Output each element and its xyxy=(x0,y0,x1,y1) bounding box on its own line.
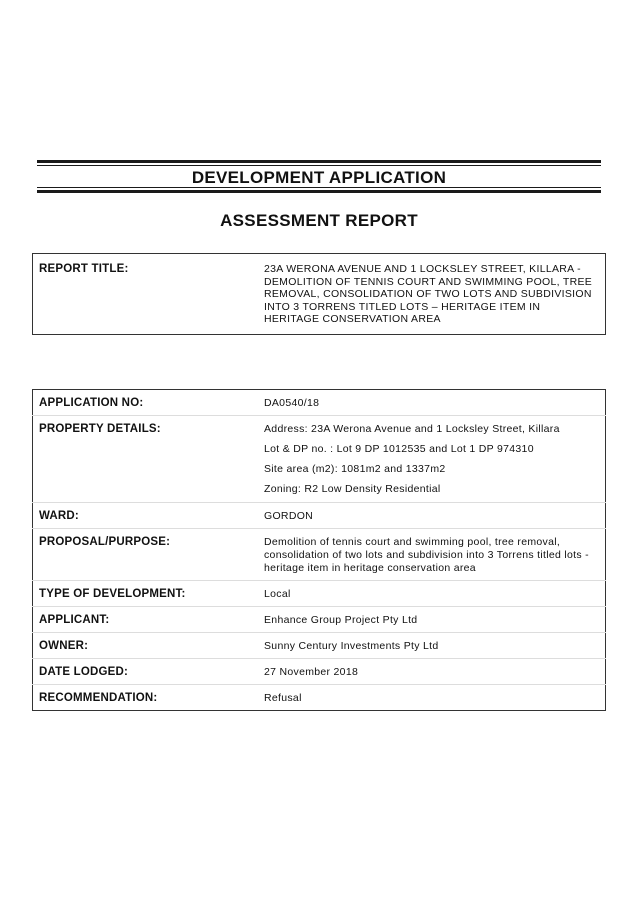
property-address: Address: 23A Werona Avenue and 1 Locksley Street, Killara xyxy=(264,423,560,435)
property-zoning: Zoning: R2 Low Density Residential xyxy=(264,483,441,495)
owner-label: OWNER: xyxy=(39,640,89,652)
report-title-value: 23A WERONA AVENUE AND 1 LOCKSLEY STREET, KILLARA - DEMOLITION OF TENNIS COURT AND SWIMMING POOL, TREE REMOVAL, CONSOLIDATION OF TWO LOTS AND SUBDIVISION INTO 3 TORRENS TITLED LOTS – HERITAGE ITEM IN HERITAGE CONSERVATION AREA xyxy=(264,263,593,326)
table-row xyxy=(33,659,606,685)
document-subtitle: ASSESSMENT REPORT xyxy=(220,211,418,230)
applicant-value: Enhance Group Project Pty Ltd xyxy=(264,614,418,626)
table-row xyxy=(33,607,606,633)
date-lodged-value: 27 November 2018 xyxy=(264,666,359,678)
table-row xyxy=(33,633,606,659)
type-of-development-value: Local xyxy=(264,588,291,600)
proposal-label: PROPOSAL/PURPOSE: xyxy=(39,536,171,548)
table-row xyxy=(33,416,606,503)
property-lot-dp: Lot & DP no. : Lot 9 DP 1012535 and Lot 1 DP 974310 xyxy=(264,443,534,455)
date-lodged-label: DATE LODGED: xyxy=(39,666,129,678)
document-title: DEVELOPMENT APPLICATION xyxy=(191,168,447,187)
property-details-label: PROPERTY DETAILS: xyxy=(39,423,161,435)
table-row xyxy=(33,685,606,711)
owner-value: Sunny Century Investments Pty Ltd xyxy=(264,640,439,652)
application-no-value: DA0540/18 xyxy=(264,397,320,409)
recommendation-value: Refusal xyxy=(264,692,302,704)
table-row xyxy=(33,581,606,607)
table-row xyxy=(33,503,606,529)
report-title-label: REPORT TITLE: xyxy=(39,263,129,275)
property-details-value xyxy=(264,416,606,503)
title-band xyxy=(37,160,601,193)
ward-label: WARD: xyxy=(39,510,79,522)
property-site-area: Site area (m2): 1081m2 and 1337m2 xyxy=(264,463,446,475)
report-title-table xyxy=(32,253,606,335)
applicant-label: APPLICANT: xyxy=(39,614,110,626)
recommendation-label: RECOMMENDATION: xyxy=(39,692,158,704)
table-row xyxy=(33,529,606,581)
ward-value: GORDON xyxy=(264,510,314,522)
report-title-row xyxy=(33,254,606,335)
type-of-development-label: TYPE OF DEVELOPMENT: xyxy=(39,588,186,600)
proposal-value: Demolition of tennis court and swimming pool, tree removal, consolidation of two lots and subdivision into 3 Torrens titled lots - heritage item in heritage conservation area xyxy=(264,536,589,574)
application-details-table xyxy=(32,389,606,711)
table-row xyxy=(33,390,606,416)
application-no-label: APPLICATION NO: xyxy=(39,397,144,409)
